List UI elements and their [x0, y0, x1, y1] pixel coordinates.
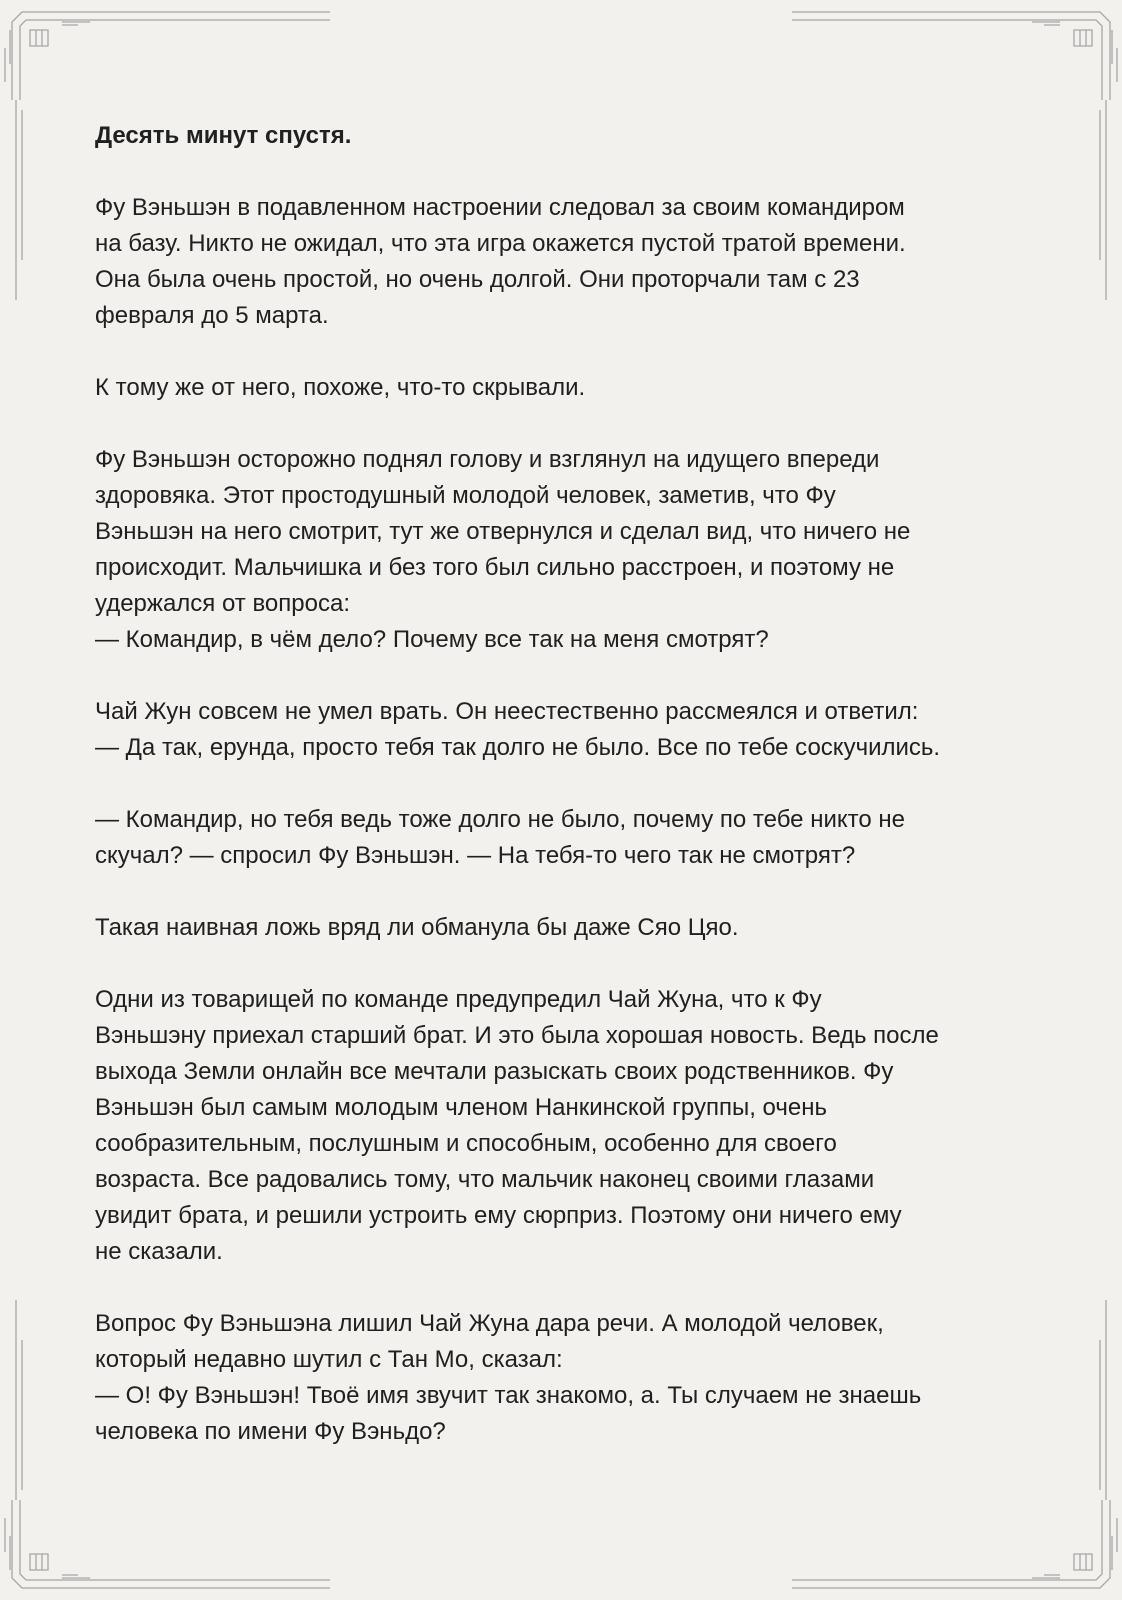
text-line: Вэньшэну приехал старший брат. И это была хорошая новость. Ведь после	[95, 1022, 939, 1049]
text-line: — Командир, в чём дело? Почему все так на меня смотрят?	[95, 626, 769, 653]
paragraph	[95, 910, 1030, 946]
paragraph	[95, 982, 1030, 1270]
text-line: не сказали.	[95, 1238, 223, 1265]
text-line: на базу. Никто не ожидал, что эта игра окажется пустой тратой времени.	[95, 230, 906, 257]
text-line: Такая наивная ложь вряд ли обманула бы даже Сяо Цяо.	[95, 914, 739, 941]
frame-corner-top-right	[792, 12, 1110, 100]
text-line: скучал? — спросил Фу Вэньшэн. — На тебя-то чего так не смотрят?	[95, 842, 856, 869]
paragraph	[95, 802, 1030, 874]
text-line: Фу Вэньшэн осторожно поднял голову и взглянул на идущего впереди	[95, 446, 880, 473]
text-line: февраля до 5 марта.	[95, 302, 329, 329]
text-line: человека по имени Фу Вэньдо?	[95, 1418, 446, 1445]
paragraph	[95, 1306, 1030, 1450]
text-line: происходит. Мальчишка и без того был сильно расстроен, и поэтому не	[95, 554, 895, 581]
text-line: Чай Жун совсем не умел врать. Он неестественно рассмеялся и ответил:	[95, 698, 919, 725]
document-body	[95, 118, 1030, 1486]
text-line: выхода Земли онлайн все мечтали разыскать своих родственников. Фу	[95, 1058, 894, 1085]
paragraph	[95, 442, 1030, 658]
frame-corner-top-left	[12, 12, 330, 100]
paragraph	[95, 190, 1030, 334]
text-line: увидит брата, и решили устроить ему сюрприз. Поэтому они ничего ему	[95, 1202, 902, 1229]
frame-corner-bottom-left	[12, 1500, 330, 1588]
text-line: Вэньшэн был самым молодым членом Нанкинской группы, очень	[95, 1094, 827, 1121]
text-line: сообразительным, послушным и способным, особенно для своего	[95, 1130, 837, 1157]
paragraph-list	[95, 190, 1030, 1450]
text-line: здоровяка. Этот простодушный молодой человек, заметив, что Фу	[95, 482, 836, 509]
text-line: возраста. Все радовались тому, что мальчик наконец своими глазами	[95, 1166, 875, 1193]
text-line: Она была очень простой, но очень долгой. Они проторчали там с 23	[95, 266, 860, 293]
text-line: Фу Вэньшэн в подавленном настроении следовал за своим командиром	[95, 194, 905, 221]
text-line: К тому же от него, похоже, что-то скрывали.	[95, 374, 586, 401]
text-line: Вэньшэн на него смотрит, тут же отвернулся и сделал вид, что ничего не	[95, 518, 911, 545]
text-line: удержался от вопроса:	[95, 590, 350, 617]
document-title: Десять минут спустя.	[95, 122, 352, 149]
text-line: — О! Фу Вэньшэн! Твоё имя звучит так знакомо, а. Ты случаем не знаешь	[95, 1382, 922, 1409]
text-line: Вопрос Фу Вэньшэна лишил Чай Жуна дара речи. А молодой человек,	[95, 1310, 884, 1337]
text-line: Одни из товарищей по команде предупредил Чай Жуна, что к Фу	[95, 986, 822, 1013]
paragraph	[95, 370, 1030, 406]
text-line: который недавно шутил с Тан Мо, сказал:	[95, 1346, 563, 1373]
frame-corner-bottom-right	[792, 1500, 1110, 1588]
paragraph	[95, 694, 1030, 766]
text-line: — Командир, но тебя ведь тоже долго не было, почему по тебе никто не	[95, 806, 905, 833]
text-line: — Да так, ерунда, просто тебя так долго не было. Все по тебе соскучились.	[95, 734, 941, 761]
